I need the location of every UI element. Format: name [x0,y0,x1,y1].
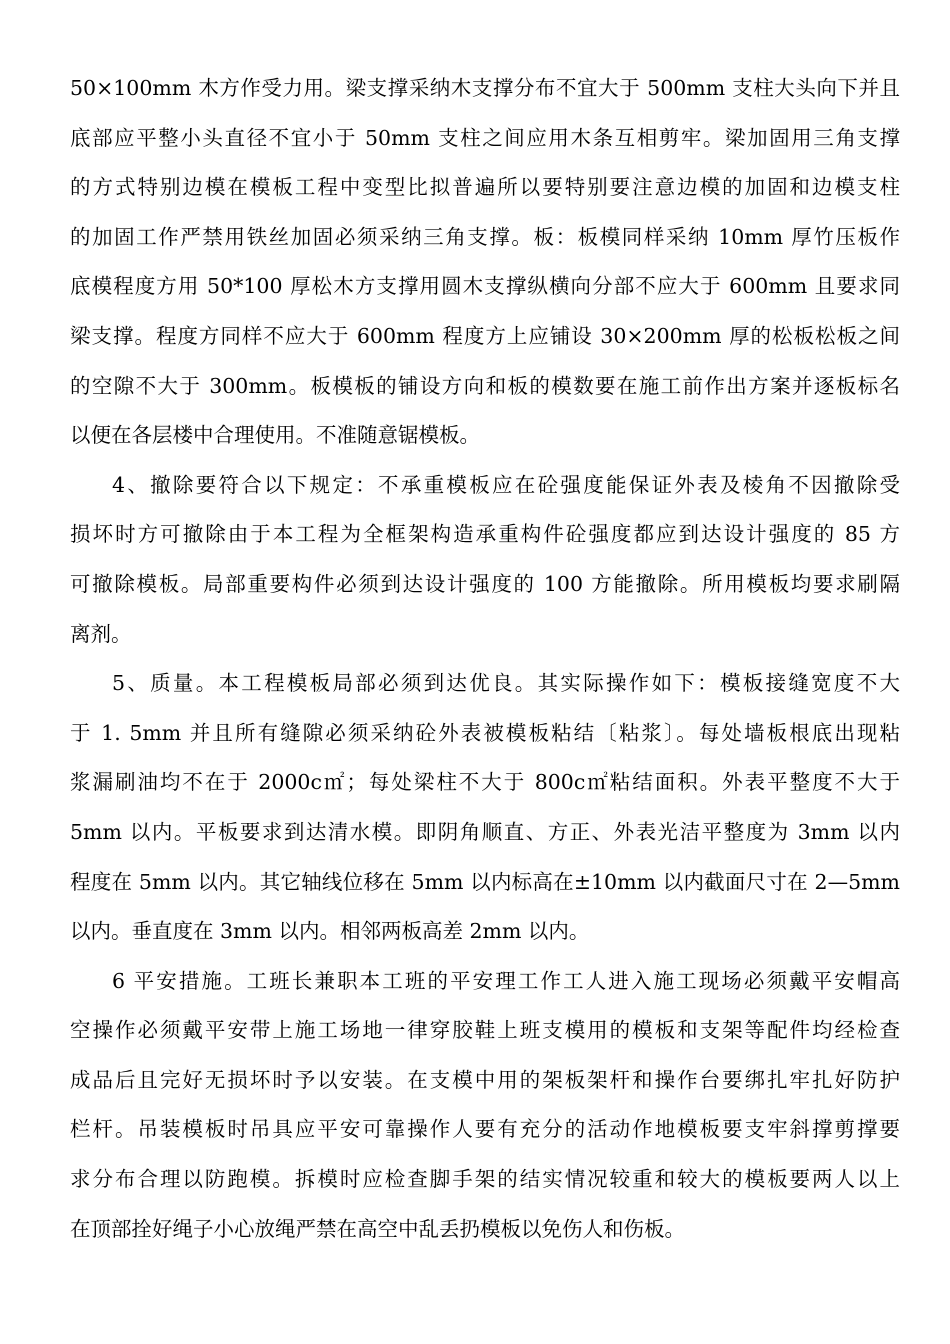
text-line: 于 1. 5mm 并且所有缝隙必须采纳砼外表被模板粘结〔粘浆〕。每处墙板根底出现粘 [70,720,900,745]
paragraph-safety-measures [70,957,900,1255]
text-line: 以内。垂直度在 3mm 以内。相邻两板高差 2mm 以内。 [70,919,590,944]
text-line: 底模程度方用 50*100 厚松木方支撑用圆木支撑纵横向分部不应大于 600mm 且要求同 [70,274,900,299]
text-line: 程度在 5mm 以内。其它轴线位移在 5mm 以内标高在±10mm 以内截面尺寸在 2—5mm [70,869,900,894]
text-line: 浆漏刷油均不在于 2000c㎡；每处梁柱不大于 800c㎡粘结面积。外表平整度不大于 [70,770,900,795]
text-line: 的加固工作严禁用铁丝加固必须采纳三角支撑。板：板模同样采纳 10mm 厚竹压板作 [70,224,900,249]
text-line: 4、撤除要符合以下规定：不承重模板应在砼强度能保证外表及棱角不因撤除受 [112,472,900,497]
text-line: 的空隙不大于 300mm。板模板的铺设方向和板的模数要在施工前作出方案并逐板标名 [70,373,900,398]
text-line: 5mm 以内。平板要求到达清水模。即阴角顺直、方正、外表光洁平整度为 3mm 以内 [70,819,900,844]
text-line: 栏杆。吊装模板时吊具应平安可靠操作人要有充分的活动作地模板要支牢斜撑剪撑要 [70,1117,900,1142]
text-line: 损坏时方可撤除由于本工程为全框架构造承重构件砼强度都应到达设计强度的 85 方 [70,522,900,547]
text-line: 的方式特别边模在模板工程中变型比拟普遍所以要特别要注意边模的加固和边模支柱 [70,175,900,200]
text-line: 底部应平整小头直径不宜小于 50mm 支柱之间应用木条互相剪牢。梁加固用三角支撑 [70,125,900,150]
text-line: 50×100mm 木方作受力用。梁支撑采纳木支撑分布不宜大于 500mm 支柱大头向下并且 [70,76,900,100]
paragraph-quality [70,659,900,957]
text-line: 求分布合理以防跑模。拆模时应检查脚手架的结实情况较重和较大的模板要两人以上 [70,1167,900,1192]
text-line: 空操作必须戴平安带上施工场地一律穿胶鞋上班支模用的模板和支架等配件均经检查 [70,1018,900,1043]
document-body [70,64,900,1254]
text-line: 可撤除模板。局部重要构件必须到达设计强度的 100 方能撤除。所用模板均要求刷隔 [70,571,900,596]
text-line: 离剂。 [70,621,132,646]
text-line: 5、质量。本工程模板局部必须到达优良。其实际操作如下：模板接缝宽度不大 [112,671,900,696]
text-line: 梁支撑。程度方同样不应大于 600mm 程度方上应铺设 30×200mm 厚的松板松板之间 [70,323,900,348]
text-line: 以便在各层楼中合理使用。不准随意锯模板。 [70,423,480,448]
text-line: 6 平安措施。工班长兼职本工班的平安理工作工人进入施工现场必须戴平安帽高 [112,968,900,993]
paragraph-formwork-support [70,64,900,461]
text-line: 成品后且完好无损坏时予以安装。在支模中用的架板架杆和操作台要绑扎牢扎好防护 [70,1067,900,1092]
paragraph-removal-rules [70,461,900,659]
text-line: 在顶部拴好绳子小心放绳严禁在高空中乱丢扔模板以免伤人和伤板。 [70,1216,685,1241]
